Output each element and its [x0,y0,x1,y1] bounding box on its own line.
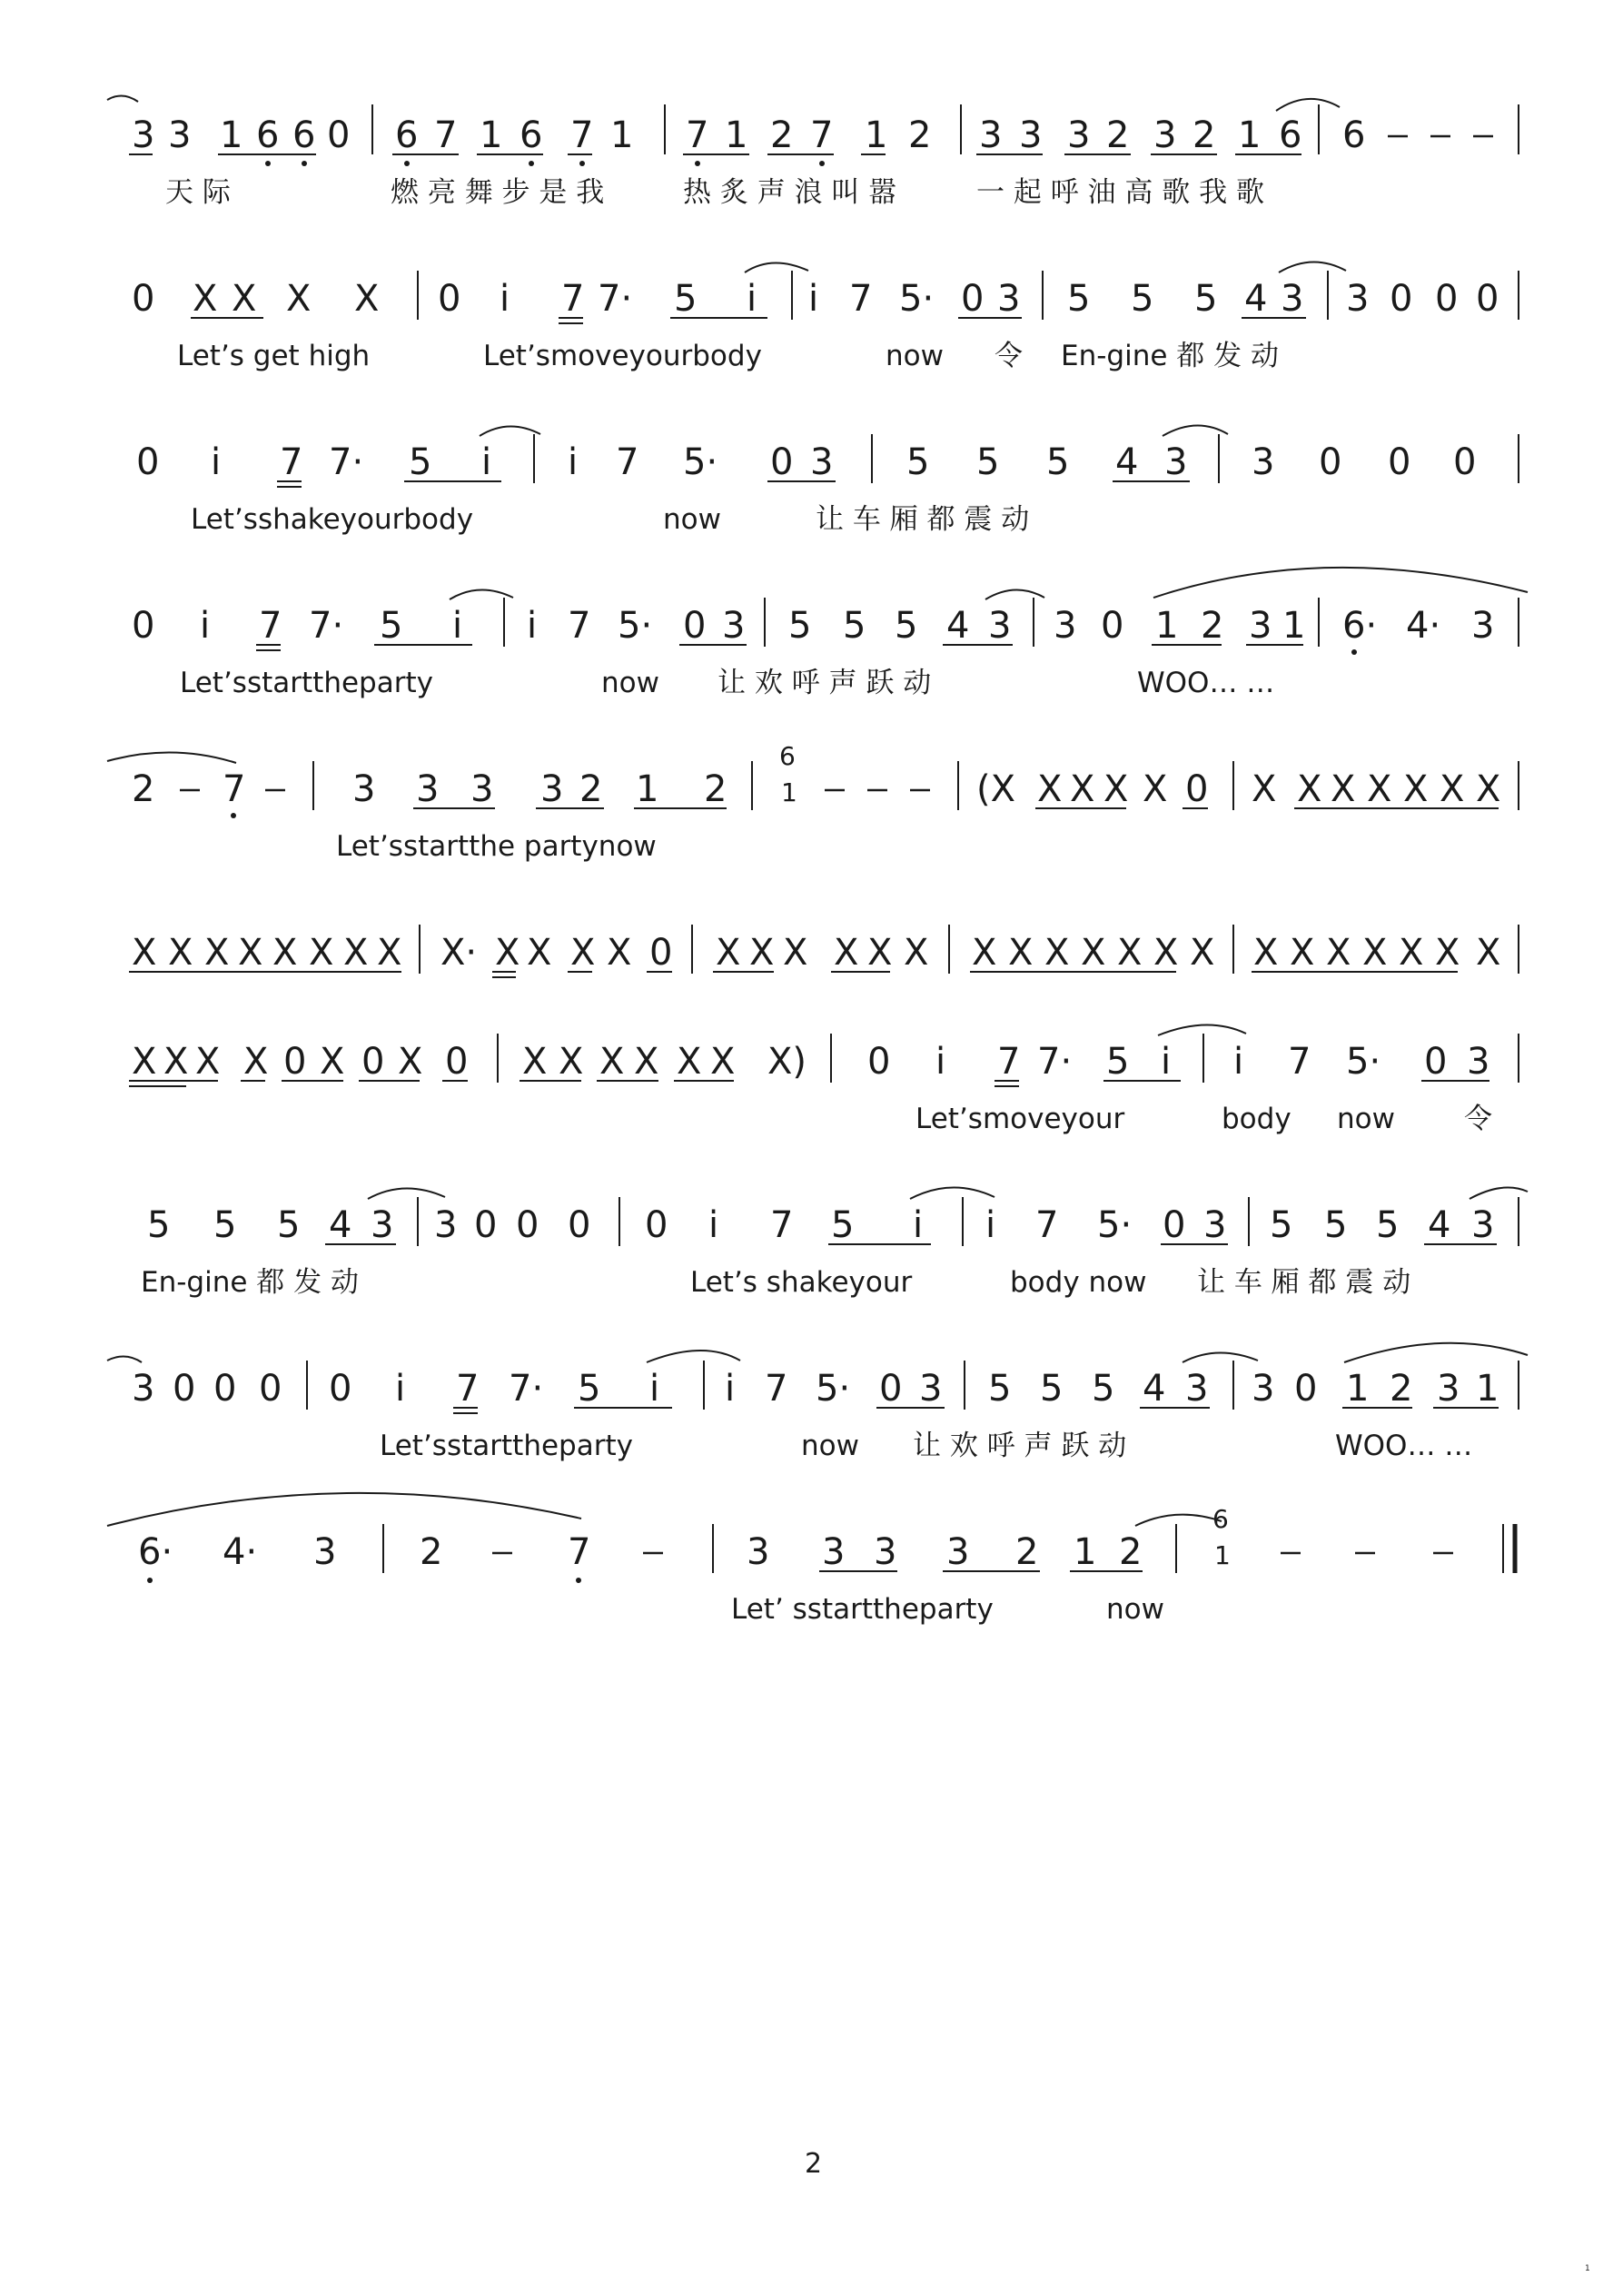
note: 1 [1155,605,1179,647]
note: X [716,932,741,974]
note: 7 [997,1041,1021,1083]
note: X [309,932,334,974]
note: X [377,932,402,974]
note: 7 [561,278,585,320]
note: 5 [277,1204,301,1246]
note: 6 [520,114,543,156]
note: i [500,278,510,320]
note: 3 [1185,1368,1209,1410]
lyric: 燃 亮 舞 步 是 我 [391,176,605,209]
note: 5 [1067,278,1091,320]
note: 6· [138,1531,173,1573]
note: 6 [1342,114,1366,156]
note: 7· [1037,1041,1073,1083]
note: 5 [1131,278,1154,320]
note: i [527,605,538,647]
note: 3 [470,768,494,810]
note: 5 [988,1368,1012,1410]
note: 0 [1185,768,1209,810]
chord-mark: 6 [1212,1504,1229,1534]
lyric: body [1222,1103,1291,1135]
note: X [495,932,520,974]
note: X [320,1041,345,1083]
page-number: 2 [805,2148,823,2180]
note: X [607,932,632,974]
note: 1 [1282,605,1306,647]
note: 4 [1115,441,1139,483]
note: X [1070,768,1095,810]
note: 3 [371,1204,394,1246]
lyric: En-gine 都 发 动 [141,1266,359,1299]
note: 0 [329,1368,352,1410]
note: 2 [1106,114,1130,156]
note: 5 [1106,1041,1130,1083]
note: 2 [1390,1368,1413,1410]
note: 0 [438,278,461,320]
note: 0 [1453,441,1477,483]
note: 0 [568,1204,591,1246]
lyric: now [663,503,721,536]
note: 2 [1015,1531,1039,1573]
note: 3 [747,1531,770,1573]
note: X [163,1041,189,1083]
note: 3 [1252,1368,1275,1410]
note: 5 [409,441,432,483]
note: 1 [220,114,243,156]
note: 7· [329,441,364,483]
system-3 [136,425,1519,536]
system-7 [129,1024,1519,1135]
note: X [1044,932,1070,974]
note: 5 [831,1204,855,1246]
note: 3 [1437,1368,1460,1410]
note: 0 [516,1204,539,1246]
note: 3 [1281,278,1304,320]
note: X [1435,932,1460,974]
note: 2 [132,768,155,810]
system-8 [141,1187,1528,1299]
note: 1 [1346,1368,1370,1410]
lyric: now [1106,1593,1164,1626]
note: X [1252,768,1277,810]
note: 0 [361,1041,385,1083]
note: 7 [434,114,458,156]
note: 3 [1249,605,1272,647]
note: 4 [329,1204,352,1246]
note: X [343,932,369,974]
note: X [272,932,298,974]
note: 5· [899,278,935,320]
note: 5· [1097,1204,1133,1246]
note: X [972,932,997,974]
note: 3 [822,1531,846,1573]
note: X [749,932,775,974]
note: X [1297,768,1322,810]
note: i [568,441,579,483]
note: 3 [132,114,155,156]
lyric: Let’ sstarttheparty [731,1593,994,1626]
note: i [808,278,819,320]
note: 3 [540,768,564,810]
lyric: Let’sstarttheparty [180,667,433,699]
note: 0 [132,278,155,320]
note: 3 [416,768,440,810]
note: X [1476,768,1501,810]
lyric: 让 欢 呼 声 跃 动 [913,1430,1127,1462]
note: X [398,1041,423,1083]
chord-base: 1 [1214,1540,1231,1570]
note: X [1362,932,1388,974]
note: 7· [598,278,633,320]
note: 5 [1324,1204,1348,1246]
note: 3 [810,441,834,483]
note: 5· [618,605,653,647]
lyric: WOO… … [1335,1430,1473,1462]
note: 3 [168,114,192,156]
note: X [570,932,596,974]
note: 0 [867,1041,891,1083]
note: 3 [1164,441,1188,483]
note: 3 [1067,114,1091,156]
note: 0 [327,114,351,156]
note: 0 [132,605,155,647]
note: 0 [1294,1368,1318,1410]
lyric: Let’s shakeyour [690,1266,913,1299]
chord-mark: 6 [779,741,796,771]
note: 5 [380,605,403,647]
note: 5 [895,605,918,647]
note: i [935,1041,946,1083]
note: 2 [420,1531,443,1573]
note: 7 [568,1531,591,1573]
note: (X [976,768,1016,810]
note: X [867,932,893,974]
note: 0 [1319,441,1342,483]
note: 7 [849,278,873,320]
note: X [1008,932,1034,974]
note: 5 [906,441,930,483]
note: 3 [979,114,1003,156]
note: 3 [1471,605,1495,647]
note: X [1331,768,1356,810]
note: 3 [1054,605,1077,647]
note: 5 [1194,278,1218,320]
note: 6· [1342,605,1378,647]
note: X [1081,932,1106,974]
note: i [649,1368,660,1410]
note: i [1233,1041,1244,1083]
note: 0 [1424,1041,1448,1083]
note: 2 [1193,114,1216,156]
note: 3 [352,768,376,810]
note: 7 [616,441,639,483]
note: 0 [1163,1204,1186,1246]
note: X [710,1041,736,1083]
note: 7 [223,768,246,810]
system-2 [132,262,1519,372]
note: i [452,605,463,647]
lyric: Let’smoveyourbody [483,340,762,372]
note: 7 [810,114,834,156]
note: X [1290,932,1315,974]
lyric: now [886,340,944,372]
note: 0 [445,1041,469,1083]
note: 3 [1203,1204,1227,1246]
note: 3 [1471,1204,1495,1246]
lyric: Let’sstartthe partynow [336,830,657,863]
lyric: 令 [995,340,1023,372]
lyric: now [801,1430,859,1462]
note: 4 [1428,1204,1451,1246]
note: 0 [1435,278,1459,320]
note: 2 [770,114,794,156]
note: 3 [1346,278,1370,320]
note: X [1143,768,1168,810]
note: 4· [223,1531,258,1573]
note: 5 [1270,1204,1293,1246]
lyric: now [1337,1103,1395,1135]
note: 3 [313,1531,337,1573]
system-6 [129,925,1519,977]
note: X [168,932,193,974]
note: 0 [1388,441,1411,483]
note: 7 [259,605,282,647]
note: 0 [259,1368,282,1410]
note: 7 [280,441,303,483]
note: X [834,932,859,974]
note: 5· [1346,1041,1381,1083]
note: X [1367,768,1392,810]
corner-mark: 1 [1585,2264,1590,2273]
lyric: body now [1010,1266,1147,1299]
note: 5 [147,1204,171,1246]
note: 5 [213,1204,237,1246]
note: X [1037,768,1063,810]
note: 6 [395,114,419,156]
lyric: 令 [1464,1103,1492,1135]
note: 6 [292,114,316,156]
lyric: 天 际 [165,176,231,209]
note: 1 [480,114,503,156]
note: i [1161,1041,1172,1083]
note: 3 [1467,1041,1490,1083]
note: X [132,932,157,974]
note: 3 [1252,441,1275,483]
note: i [747,278,757,320]
note: 0 [1101,605,1124,647]
note: i [200,605,211,647]
note: 5· [683,441,718,483]
lyric: 一 起 呼 油 高 歌 我 歌 [976,176,1264,209]
note: 5 [1376,1204,1400,1246]
note: 0 [173,1368,196,1410]
note: 6 [1279,114,1302,156]
note: X [634,1041,659,1083]
lyric: En-gine 都 发 动 [1061,340,1279,372]
note: i [725,1368,736,1410]
lyric: Let’sstarttheparty [380,1430,633,1462]
note: X [243,1041,269,1083]
lyric: now [601,667,659,699]
note: 1 [1238,114,1262,156]
note: 4 [1244,278,1268,320]
note: 3 [946,1531,970,1573]
note: 7 [770,1204,794,1246]
note: 7 [456,1368,480,1410]
note: 2 [704,768,727,810]
note: X [559,1041,584,1083]
note: 4 [946,605,970,647]
system-5 [107,741,1519,863]
note: i [211,441,222,483]
note: 7· [309,605,344,647]
note: 7 [570,114,594,156]
note: X [677,1041,702,1083]
note: X [522,1041,548,1083]
note: 0 [1476,278,1499,320]
note: 3 [988,605,1012,647]
note: X [232,278,257,320]
note: 1 [636,768,659,810]
note: X [599,1041,625,1083]
note: 3 [1019,114,1043,156]
note: 0 [474,1204,498,1246]
note: 5 [976,441,1000,483]
note: 0 [770,441,794,483]
note: 3 [874,1531,897,1573]
lyric: Let’sshakeyourbody [191,503,474,536]
note: 5 [1046,441,1070,483]
note: 4· [1406,605,1441,647]
note: 5 [1040,1368,1064,1410]
note: X [1399,932,1424,974]
note: i [708,1204,719,1246]
note: 7 [1035,1204,1059,1246]
note: X [1103,768,1129,810]
note: X [527,932,552,974]
note: X [195,1041,221,1083]
note: 3 [722,605,746,647]
note: 0 [961,278,985,320]
note: 0 [136,441,160,483]
note: 0 [283,1041,307,1083]
note: X) [767,1041,807,1083]
note: X [1253,932,1279,974]
note: X [1476,932,1501,974]
note: X [1117,932,1143,974]
note: X· [440,932,478,974]
note: 0 [879,1368,903,1410]
note: 2 [1201,605,1224,647]
lyric: 热 炙 声 浪 叫 嚣 [683,176,897,209]
note: X [1403,768,1429,810]
note: X [193,278,218,320]
note: X [354,278,380,320]
note: i [985,1204,996,1246]
note: 2 [1119,1531,1143,1573]
note: 5 [788,605,812,647]
note: 2 [908,114,932,156]
note: X [1190,932,1215,974]
note: 3 [434,1204,458,1246]
system-1 [107,95,1519,209]
note: 7· [509,1368,544,1410]
note: i [395,1368,406,1410]
note: 5· [816,1368,851,1410]
system-10 [107,1493,1515,1626]
note: 2 [579,768,603,810]
note: 7 [568,605,591,647]
note: 0 [649,932,673,974]
note: 3 [132,1368,155,1410]
note: 6 [256,114,280,156]
chord-base: 1 [781,777,797,807]
note: 1 [610,114,634,156]
note: 7 [1288,1041,1311,1083]
note: 1 [865,114,888,156]
note: X [904,932,929,974]
note: 3 [1153,114,1177,156]
note: i [481,441,492,483]
lyric: 让 欢 呼 声 跃 动 [717,667,932,699]
note: 1 [725,114,748,156]
note: X [1440,768,1465,810]
note: X [286,278,312,320]
system-4 [132,568,1528,699]
note: 7 [765,1368,788,1410]
note: 0 [683,605,707,647]
note: i [913,1204,924,1246]
note: 3 [919,1368,943,1410]
lyric: 让 车 厢 都 震 动 [1197,1266,1411,1299]
note: X [1326,932,1351,974]
note: 0 [645,1204,668,1246]
note: 5 [843,605,866,647]
note: 5 [1092,1368,1115,1410]
note: X [1153,932,1179,974]
note: X [204,932,230,974]
lyric: Let’smoveyour [915,1103,1125,1135]
note: 5 [578,1368,601,1410]
note: X [783,932,808,974]
note: 0 [1390,278,1413,320]
note: 3 [997,278,1021,320]
note: 0 [213,1368,237,1410]
note: 4 [1143,1368,1166,1410]
lyric: 让 车 厢 都 震 动 [816,503,1030,536]
note: 1 [1074,1531,1097,1573]
system-9 [107,1343,1528,1462]
note: 1 [1476,1368,1499,1410]
note: X [238,932,263,974]
lyric: Let’s get high [177,340,371,372]
lyric: WOO… … [1137,667,1275,699]
note: 5 [674,278,698,320]
note: X [132,1041,157,1083]
note: 7 [686,114,709,156]
